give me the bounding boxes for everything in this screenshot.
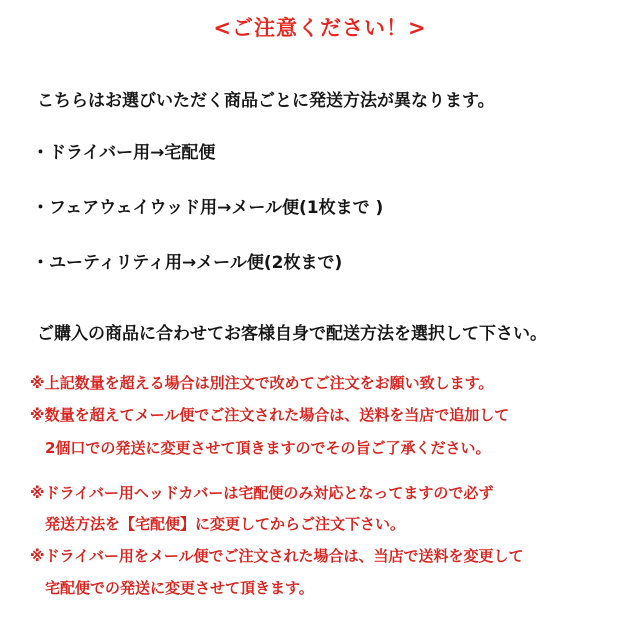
method-driver: ・ドライバー用→宅配便	[32, 143, 216, 163]
note-line: ※数量を超えてメール便でご注文された場合は、送料を当店で追加して	[30, 406, 510, 424]
note-line: ※上記数量を超える場合は別注文で改めてご注文をお願い致します。	[30, 374, 494, 392]
instruction-text: ご購入の商品に合わせてお客様自身で配送方法を選択して下さい。	[37, 324, 547, 344]
intro-text: こちらはお選びいただく商品ごとに発送方法が異なります。	[37, 91, 495, 111]
note-line: ※ドライバー用ヘッドカバーは宅配便のみ対応となってますので必ず	[30, 484, 494, 502]
method-fairway-wood: ・フェアウェイウッド用→メール便(1枚まで )	[32, 198, 384, 218]
note-line: ※ドライバー用をメール便でご注文された場合は、当店で送料を変更して	[30, 547, 524, 565]
method-utility: ・ユーティリティ用→メール便(2枚まで)	[32, 253, 343, 273]
note-line: 2個口での発送に変更させて頂きますのでその旨ご了承ください。	[45, 439, 491, 457]
notice-title: <ご注意ください！>	[213, 16, 427, 40]
note-line: 宅配便での発送に変更させて頂きます。	[45, 579, 314, 597]
note-line: 発送方法を【宅配便】に変更してからご注文下さい。	[45, 515, 406, 533]
